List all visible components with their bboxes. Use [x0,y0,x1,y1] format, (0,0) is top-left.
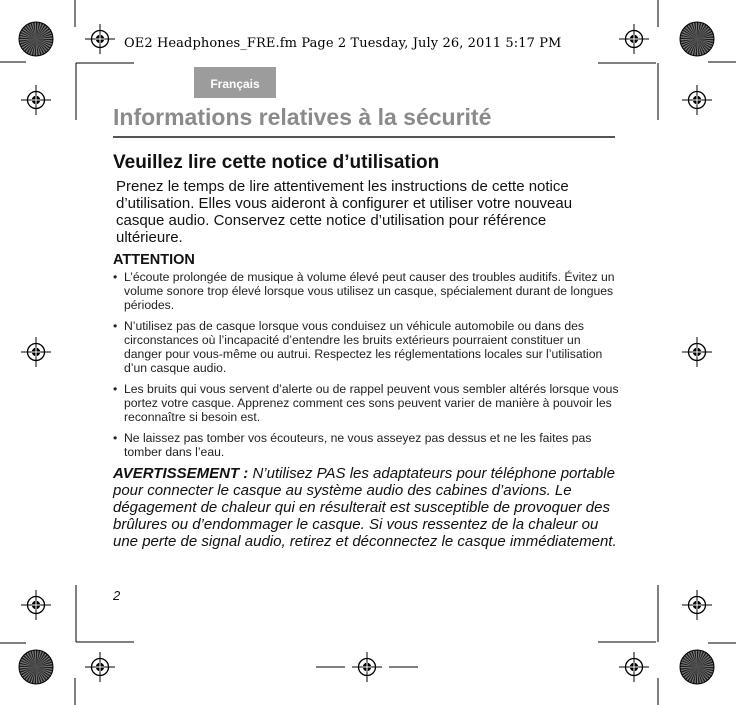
registration-mark-right-lower [682,590,712,620]
attention-heading: ATTENTION [113,252,195,268]
registration-mark-top-right [619,24,649,54]
registration-mark-left-lower [21,590,51,620]
page-number: 2 [113,588,121,603]
starburst-mark-bottom-left [19,650,53,684]
registration-mark-right-middle [682,337,712,367]
registration-mark-right-upper [682,85,712,115]
attention-item: • Ne laissez pas tomber vos écouteurs, ne vous asseyez pas dessus et ne les faites pas tomber dans l’eau. [113,431,621,459]
language-tab-label: Français [210,77,260,91]
warning-label: AVERTISSEMENT : [113,465,249,482]
attention-list [113,270,621,459]
starburst-mark-bottom-right [680,650,714,684]
page-title: Informations relatives à la sécurité [113,104,492,130]
registration-mark-bottom-right [619,652,649,682]
title-divider [113,136,615,138]
warning-text: N’utilisez PAS les adaptateurs pour téléphone portable pour connecter le casque au système audio des cabines d’avions. Le dégagement de chaleur qui en résulterait est susceptible de provoquer des brûlures ou d’endommager le casque. Si vous ressentez de la chaleur ou une perte de signal audio, retirez et déconnectez le casque immédiatement. [113,465,617,550]
starburst-mark-top-right [680,22,714,56]
registration-mark-top-left [85,24,115,54]
attention-item: • L’écoute prolongée de musique à volume élevé peut causer des troubles auditifs. Évitez un volume sonore trop élevé lorsque vous utilisez un casque, spécialement durant de longues périodes. [113,270,621,312]
print-header: OE2 Headphones_FRE.fm Page 2 Tuesday, July 26, 2011 5:17 PM [124,36,562,51]
registration-mark-bottom-left [85,652,115,682]
starburst-mark-top-left [19,22,53,56]
registration-mark-left-middle [21,337,51,367]
warning-paragraph [113,465,623,550]
registration-mark-bottom-center [352,652,382,682]
registration-mark-left-upper [21,85,51,115]
attention-item: • Les bruits qui vous servent d’alerte ou de rappel peuvent vous sembler altérés lorsque vous portez votre casque. Apprenez comment ces sons peuvent varier de manière à pouvoir les reconnaître si besoin est. [113,382,621,424]
intro-paragraph: Prenez le temps de lire attentivement les instructions de cette notice d’utilisation. Elles vous aideront à configurer et utiliser votre nouveau casque audio. Conservez cette notice d’utilisation pour référence ultérieure. [116,178,573,246]
section-heading: Veuillez lire cette notice d’utilisation [113,152,440,173]
attention-item: • N’utilisez pas de casque lorsque vous conduisez un véhicule automobile ou dans des circonstances où l’incapacité d’entendre les bruits extérieurs pourraient constituer un danger pour vous-même ou autrui. Respectez les réglementations locales sur l’utilisation d’un casque audio. [113,319,621,375]
language-tab [194,67,276,98]
